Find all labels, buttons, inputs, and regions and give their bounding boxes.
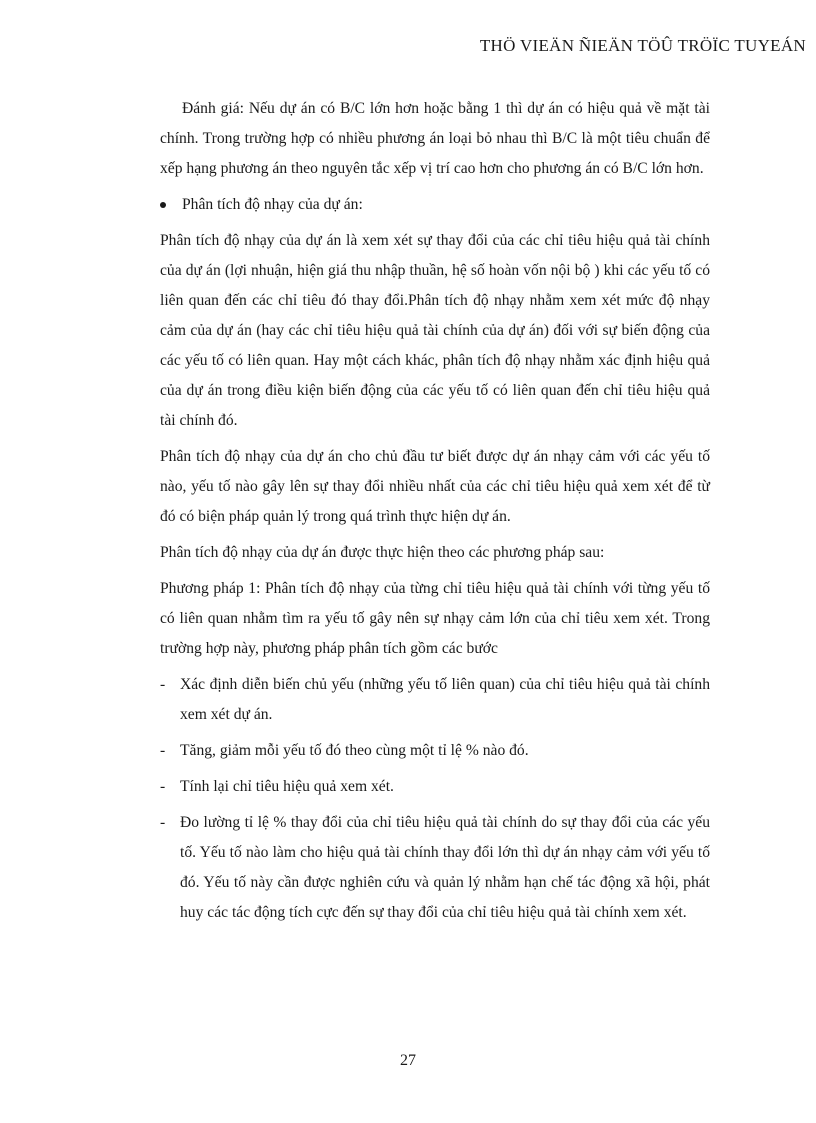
- steps-list: [160, 670, 710, 928]
- sensitivity-definition-paragraph: Phân tích độ nhạy của dự án là xem xét sự thay đổi của các chỉ tiêu hiệu quả tài chính của dự án (lợi nhuận, hiện giá thu nhập thuần, hệ số hoàn vốn nội bộ ) khi các yếu tố có liên quan đến các chỉ tiêu đó thay đổi.Phân tích độ nhạy nhằm xem xét mức độ nhạy cảm của dự án (hay các chỉ tiêu hiệu quả tài chính của dự án) đối với sự biến động của các yếu tố có liên quan. Hay một cách khác, phân tích độ nhạy nhằm xác định hiệu quả của dự án trong điều kiện biến động của các yếu tố có liên quan đến chỉ tiêu hiệu quả tài chính đó.: [160, 232, 710, 429]
- evaluation-paragraph: Đánh giá: Nếu dự án có B/C lớn hơn hoặc bằng 1 thì dự án có hiệu quả về mặt tài chính. Trong trường hợp có nhiều phương án loại bỏ nhau thì B/C là một tiêu chuẩn để xếp hạng phương án theo nguyên tắc xếp vị trí cao hơn cho phương án có B/C lớn hơn.: [160, 100, 710, 177]
- list-item-text: Tăng, giảm mỗi yếu tố đó theo cùng một tỉ lệ % nào đó.: [180, 742, 529, 759]
- list-item-text: Xác định diễn biến chủ yếu (những yếu tố liên quan) của chỉ tiêu hiệu quả tài chính xem xét dự án.: [180, 676, 710, 723]
- dash-marker: -: [160, 814, 166, 831]
- bullet-text: Phân tích độ nhạy của dự án:: [182, 196, 363, 213]
- method-one-paragraph: Phương pháp 1: Phân tích độ nhạy của từng chỉ tiêu hiệu quả tài chính với từng yếu tố có liên quan nhằm tìm ra yếu tố gây nên sự nhạy cảm lớn của chỉ tiêu xem xét. Trong trường hợp này, phương pháp phân tích gồm các bước: [160, 580, 710, 657]
- list-item: [160, 808, 710, 928]
- list-item-text: Tính lại chỉ tiêu hiệu quả xem xét.: [180, 778, 394, 795]
- page-number: 27: [400, 1052, 416, 1069]
- list-item: [160, 670, 710, 730]
- list-item: [160, 736, 710, 766]
- document-body: [160, 94, 710, 934]
- dash-marker: -: [160, 778, 166, 795]
- dash-marker: -: [160, 676, 166, 693]
- bullet-dot-icon: [160, 190, 170, 220]
- sensitivity-purpose-paragraph: Phân tích độ nhạy của dự án cho chủ đầu tư biết được dự án nhạy cảm với các yếu tố nào, yếu tố nào gây lên sự thay đổi nhiều nhất của các chỉ tiêu hiệu quả xem xét để từ đó có biện pháp quản lý trong quá trình thực hiện dự án.: [160, 448, 710, 525]
- methods-intro-paragraph: Phân tích độ nhạy của dự án được thực hiện theo các phương pháp sau:: [160, 544, 605, 561]
- page-header: THÖ VIEÄN ÑIEÄN TÖÛ TRÖÏC TUYEÁN: [479, 36, 806, 55]
- dash-marker: -: [160, 742, 166, 759]
- list-item-text: Đo lường tỉ lệ % thay đổi của chỉ tiêu hiệu quả tài chính do sự thay đổi của các yếu tố. Yếu tố nào làm cho hiệu quả tài chính thay đổi lớn thì dự án nhạy cảm với yếu tố đó. Yếu tố này cần được nghiên cứu và quản lý nhằm hạn chế tác động xã hội, phát huy các tác động tích cực đến sự thay đổi của chỉ tiêu hiệu quả tài chính xem xét.: [180, 814, 710, 921]
- bullet-item: [160, 190, 710, 220]
- list-item: [160, 772, 710, 802]
